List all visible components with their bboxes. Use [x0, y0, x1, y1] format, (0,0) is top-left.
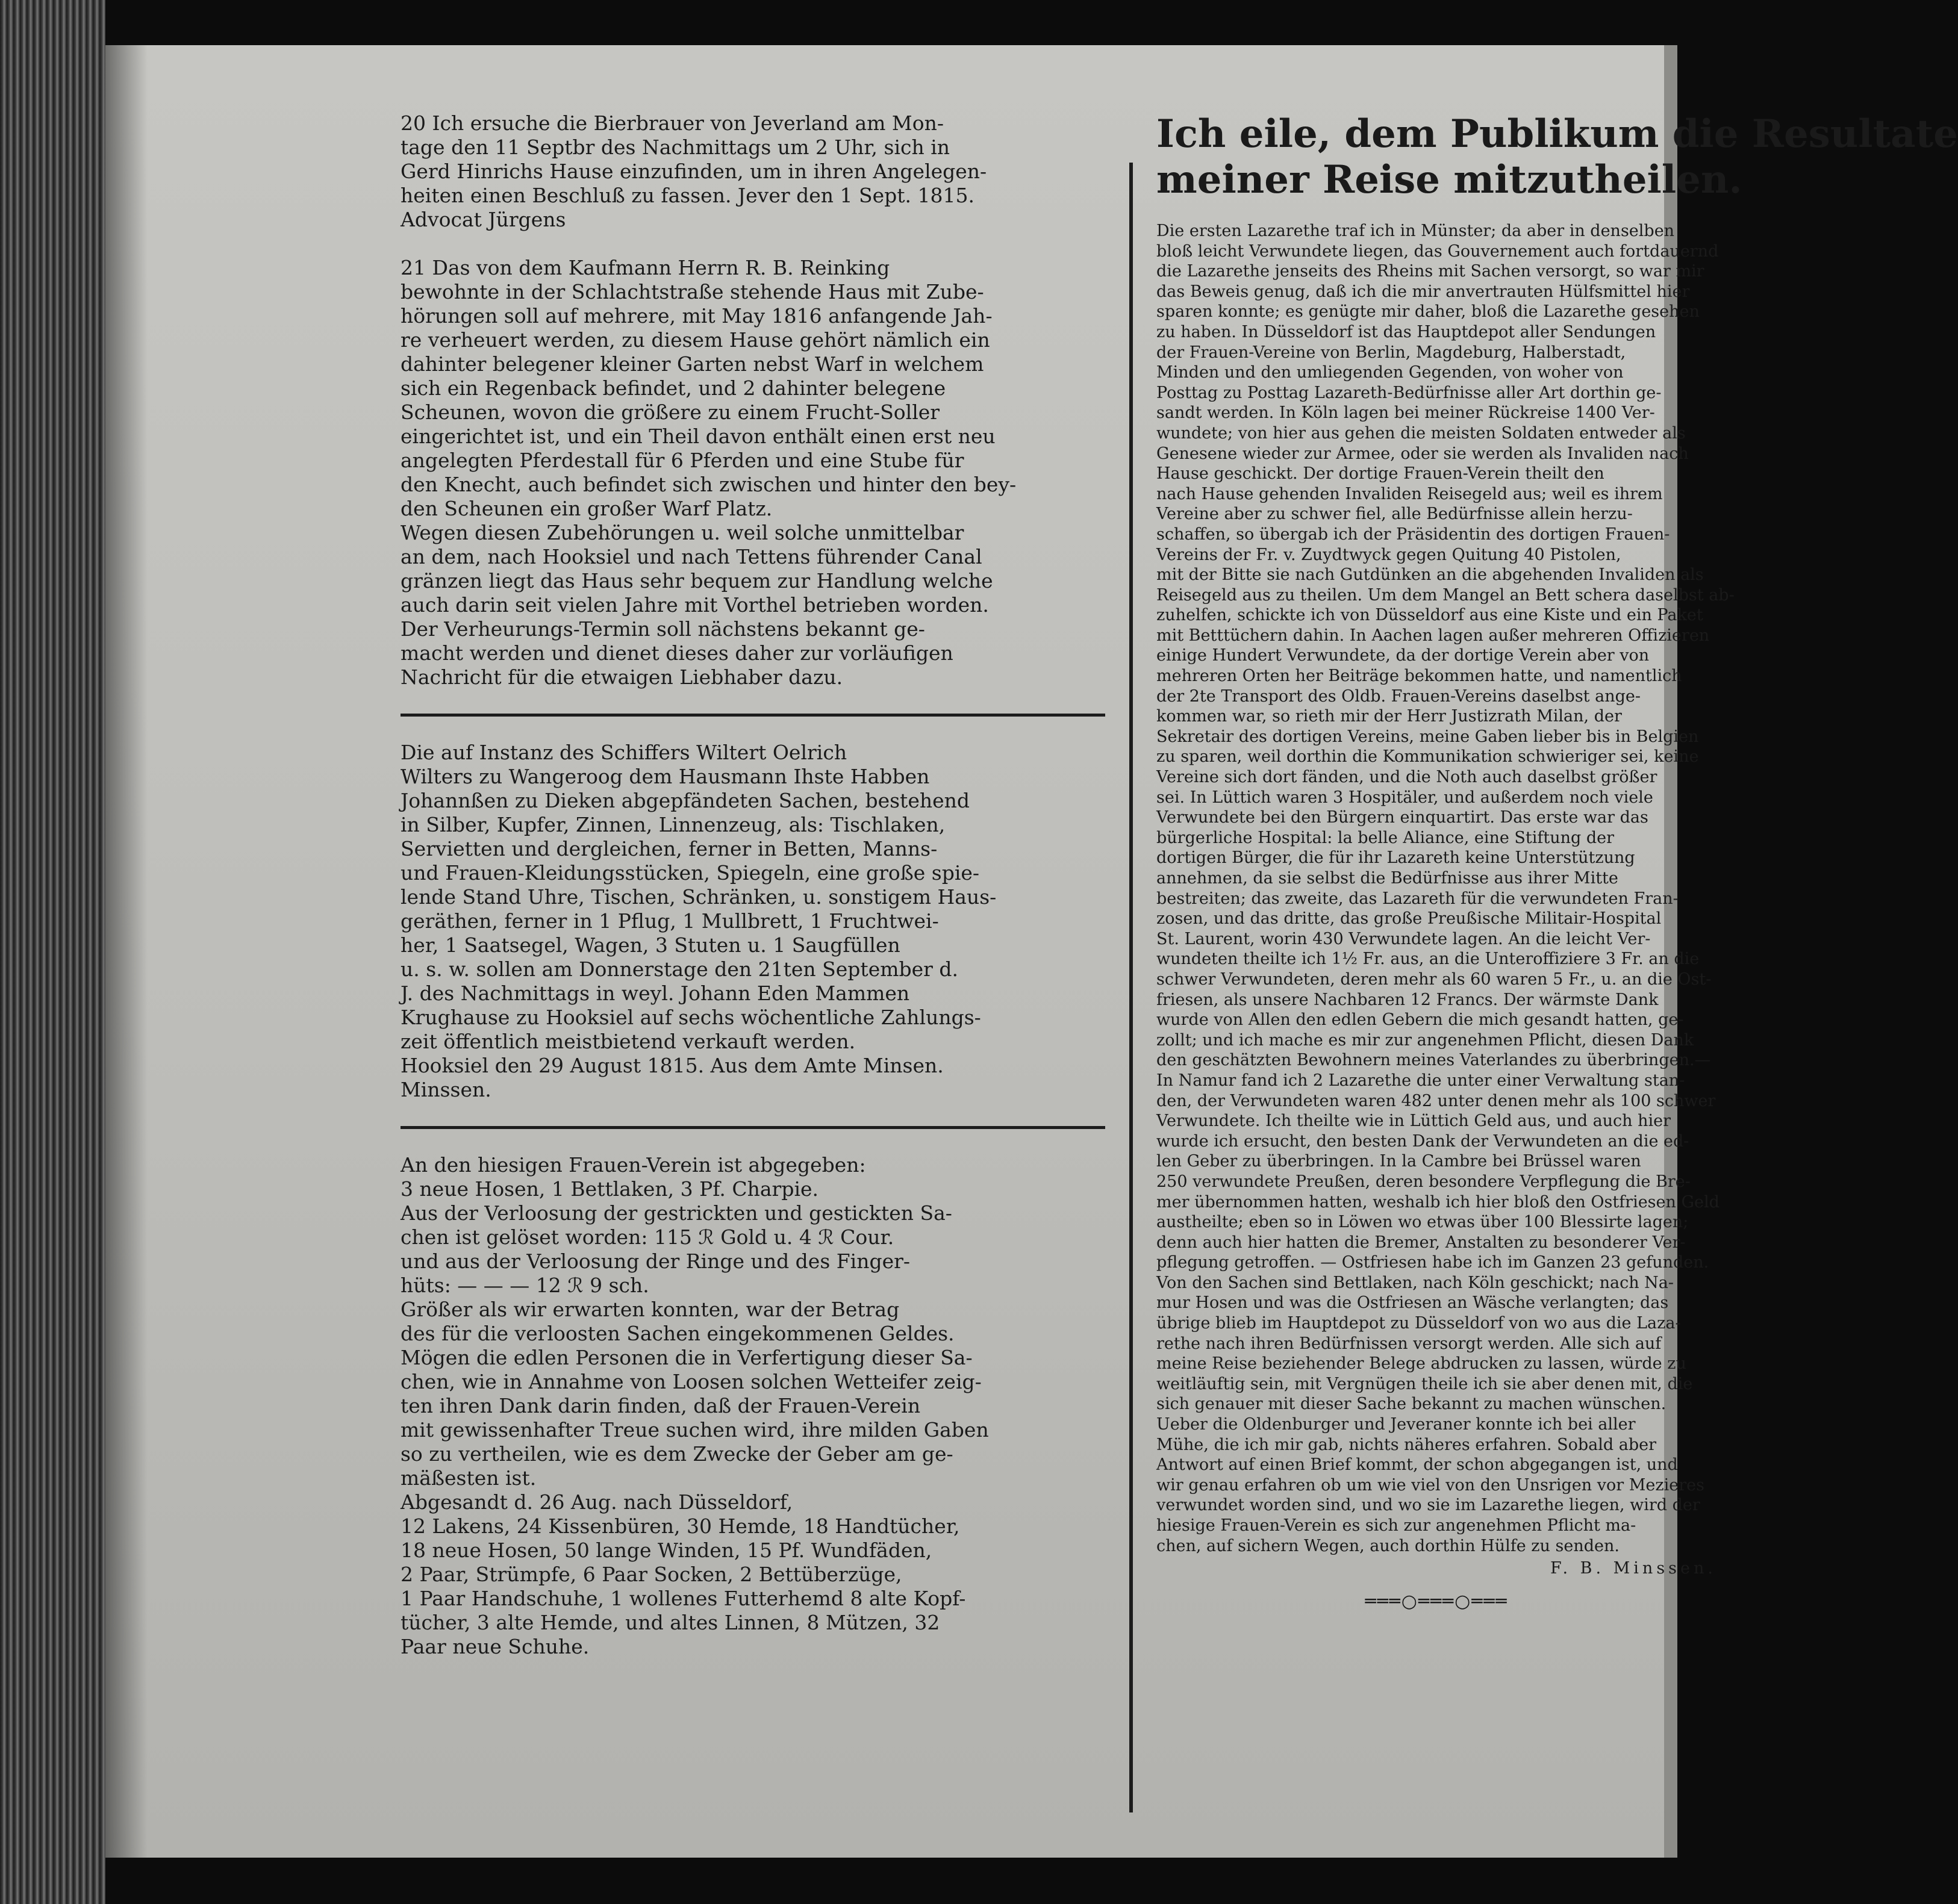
ornament-divider: ═══○═══○═══	[1365, 1590, 1508, 1612]
text-line: macht werden und dienet dieses daher zur vorläufigen	[401, 641, 953, 665]
text-line: sich ein Regenback befindet, und 2 dahinter belegene	[401, 376, 946, 400]
column-divider	[1129, 163, 1133, 1812]
text-line: Reisegeld aus zu theilen. Um dem Mangel an Bett schera daselbst ab-	[1156, 585, 1735, 605]
text-line: Antwort auf einen Brief kommt, der schon abgegangen ist, und	[1156, 1455, 1678, 1475]
text-line: verwundet worden sind, und wo sie im Lazarethe liegen, wird der	[1156, 1496, 1700, 1515]
text-line: übrige blieb im Hauptdepot zu Düsseldorf von wo aus die Laza-	[1156, 1314, 1681, 1333]
text-line: bürgerliche Hospital: la belle Aliance, eine Stiftung der	[1156, 828, 1615, 847]
text-line: kommen war, so rieth mir der Herr Justizrath Milan, der	[1156, 707, 1622, 726]
text-line: mer übernommen hatten, weshalb ich hier bloß den Ostfriesen Geld	[1156, 1192, 1719, 1212]
text-line: Krughause zu Hooksiel auf sechs wöchentliche Zahlungs-	[401, 1006, 981, 1029]
text-line: annehmen, da sie selbst die Bedürfnisse aus ihrer Mitte	[1156, 869, 1618, 888]
text-line: meine Reise beziehender Belege abdrucken zu lassen, würde zu	[1156, 1354, 1686, 1374]
text-line: der Frauen-Vereine von Berlin, Magdeburg, Halberstadt,	[1156, 343, 1626, 362]
text-line: Johannßen zu Dieken abgepfändeten Sachen, bestehend	[401, 789, 970, 812]
text-line: Vereins der Fr. v. Zuydtwyck gegen Quitung 40 Pistolen,	[1156, 545, 1621, 564]
text-line: und Frauen-Kleidungsstücken, Spiegeln, eine große spie-	[401, 861, 980, 885]
text-line: hiesige Frauen-Verein es sich zur angenehmen Pflicht ma-	[1156, 1516, 1636, 1535]
left-column	[401, 111, 1105, 1683]
text-line: tücher, 3 alte Hemde, und altes Linnen, 8 Mützen, 32	[401, 1611, 940, 1634]
text-line: Sekretair des dortigen Vereins, meine Gaben lieber bis in Belgien	[1156, 727, 1699, 746]
text-line: Gerd Hinrichs Hause einzufinden, um in ihren Angelegen-	[401, 160, 987, 183]
text-line: bewohnte in der Schlachtstraße stehende Haus mit Zube-	[401, 280, 984, 303]
text-line: an dem, nach Hooksiel und nach Tettens führender Canal	[401, 545, 982, 568]
text-line: denn auch hier hatten die Bremer, Anstalten zu besonderer Ver-	[1156, 1233, 1686, 1252]
text-line: einige Hundert Verwundete, da der dortige Verein aber von	[1156, 646, 1650, 665]
article-body	[1156, 221, 1735, 1556]
text-line: Der Verheurungs-Termin soll nächstens bekannt ge-	[401, 617, 925, 641]
text-line: Größer als wir erwarten konnten, war der Betrag	[401, 1298, 900, 1321]
book-page-edges	[0, 0, 105, 1904]
text-line: austheilte; eben so in Löwen wo etwas über 100 Blessirte lagen;	[1156, 1213, 1689, 1232]
text-line: Hause geschickt. Der dortige Frauen-Verein theilt den	[1156, 464, 1604, 484]
text-line: in Silber, Kupfer, Zinnen, Linnenzeug, als: Tischlaken,	[401, 813, 946, 836]
text-line: nach Hause gehenden Invaliden Reisegeld aus; weil es ihrem	[1156, 484, 1663, 503]
text-line: lende Stand Uhre, Tischen, Schränken, u. sonstigem Haus-	[401, 885, 997, 909]
text-line: 2 Paar, Strümpfe, 6 Paar Socken, 2 Bettüberzüge,	[401, 1563, 902, 1586]
text-line: Paar neue Schuhe.	[401, 1635, 590, 1658]
text-line: 250 verwundete Preußen, deren besondere Verpflegung die Bre-	[1156, 1172, 1691, 1191]
text-line: Abgesandt d. 26 Aug. nach Düsseldorf,	[401, 1490, 793, 1514]
text-line: zollt; und ich mache es mir zur angenehmen Pflicht, diesen Dank	[1156, 1030, 1694, 1050]
text-line: angelegten Pferdestall für 6 Pferden und eine Stube für	[401, 449, 964, 472]
text-line: heiten einen Beschluß zu fassen. Jever den 1 Sept. 1815.	[401, 184, 974, 207]
text-line: den Knecht, auch befindet sich zwischen und hinter den bey-	[401, 473, 1017, 496]
text-line: Minden und den umliegenden Gegenden, von woher von	[1156, 363, 1624, 382]
text-line: mit gewissenhafter Treue suchen wird, ihre milden Gaben	[401, 1418, 989, 1442]
text-line: sei. In Lüttich waren 3 Hospitäler, und außerdem noch viele	[1156, 788, 1653, 807]
text-line: hörungen soll auf mehrere, mit May 1816 anfangende Jah-	[401, 304, 993, 328]
text-line: sparen konnte; es genügte mir daher, bloß die Lazarethe gesehen	[1156, 302, 1700, 322]
text-line: pflegung getroffen. — Ostfriesen habe ich im Ganzen 23 gefunden.	[1156, 1253, 1709, 1272]
text-line: J. des Nachmittags in weyl. Johann Eden Mammen	[401, 982, 910, 1005]
text-line: hüts: — — — 12 ℛ 9 sch.	[401, 1274, 649, 1297]
text-line: St. Laurent, worin 430 Verwundete lagen. An die leicht Ver-	[1156, 929, 1651, 948]
text-line: zeit öffentlich meistbietend verkauft werden.	[401, 1030, 856, 1053]
text-line: 1 Paar Handschuhe, 1 wollenes Futterhemd 8 alte Kopf-	[401, 1587, 966, 1610]
text-line: Vereine aber zu schwer fiel, alle Bedürfnisse allein herzu-	[1156, 505, 1633, 524]
text-line: len Geber zu überbringen. In la Cambre bei Brüssel waren	[1156, 1152, 1641, 1171]
text-line: zuhelfen, schickte ich von Düsseldorf aus eine Kiste und ein Paket	[1156, 606, 1703, 625]
text-line: Aus der Verloosung der gestrickten und gestickten Sa-	[401, 1201, 952, 1225]
text-line: das Beweis genug, daß ich die mir anvertrauten Hülfsmittel hier	[1156, 282, 1690, 301]
text-line: Die auf Instanz des Schiffers Wiltert Oelrich	[401, 741, 847, 764]
text-line: Genesene wieder zur Armee, oder sie werden als Invaliden nach	[1156, 444, 1689, 463]
text-line: schwer Verwundeten, deren mehr als 60 waren 5 Fr., u. an die Ost-	[1156, 969, 1712, 989]
article-title-line: meiner Reise mitzutheilen.	[1156, 157, 1742, 202]
text-line: ten ihren Dank darin finden, daß der Frauen-Verein	[401, 1394, 921, 1417]
text-line: wundeten theilte ich 1½ Fr. aus, an die Unteroffiziere 3 Fr. an die	[1156, 950, 1700, 969]
text-line: bloß leicht Verwundete liegen, das Gouvernement auch fortdauernd	[1156, 241, 1719, 261]
text-line: rethe nach ihren Bedürfnissen versorgt werden. Alle sich auf	[1156, 1334, 1662, 1353]
text-line: Mögen die edlen Personen die in Verfertigung dieser Sa-	[401, 1346, 973, 1369]
text-line: Hooksiel den 29 August 1815. Aus dem Amte Minsen.	[401, 1054, 944, 1077]
text-line: schaffen, so übergab ich der Präsidentin des dortigen Frauen-	[1156, 524, 1670, 544]
text-line: u. s. w. sollen am Donnerstage den 21ten September d.	[401, 957, 959, 981]
text-line: Wegen diesen Zubehörungen u. weil solche unmittelbar	[401, 521, 964, 544]
text-line: mur Hosen und was die Ostfriesen an Wäsche verlangten; das	[1156, 1293, 1669, 1313]
text-line: auch darin seit vielen Jahre mit Vorthel betrieben worden.	[401, 593, 989, 617]
text-line: wir genau erfahren ob um wie viel von den Unsrigen vor Mezieres	[1156, 1475, 1704, 1495]
text-line: mit der Bitte sie nach Gutdünken an die abgehenden Invaliden als	[1156, 565, 1704, 585]
text-line: chen, wie in Annahme von Loosen solchen Wetteifer zeig-	[401, 1370, 982, 1393]
text-line: den, der Verwundeten waren 482 unter denen mehr als 100 schwer	[1156, 1091, 1716, 1110]
text-line: 20 Ich ersuche die Bierbrauer von Jeverland am Mon-	[401, 111, 944, 135]
text-line: dahinter belegener kleiner Garten nebst Warf in welchem	[401, 352, 984, 376]
text-line: gränzen liegt das Haus sehr bequem zur Handlung welche	[401, 569, 993, 593]
text-line: her, 1 Saatsegel, Wagen, 3 Stuten u. 1 Saugfüllen	[401, 933, 900, 957]
text-line: wurde ich ersucht, den besten Dank der Verwundeten an die ed-	[1156, 1131, 1689, 1151]
text-line: mehreren Orten her Beiträge bekommen hatte, und namentlich	[1156, 667, 1682, 686]
text-line: Vereine sich dort fänden, und die Noth auch daselbst größer	[1156, 768, 1657, 787]
text-line: Ueber die Oldenburger und Jeveraner konnte ich bei aller	[1156, 1415, 1636, 1434]
text-line: wundete; von hier aus gehen die meisten Soldaten entweder als	[1156, 423, 1686, 443]
text-line: Von den Sachen sind Bettlaken, nach Köln geschickt; nach Na-	[1156, 1273, 1674, 1292]
text-line: chen, auf sichern Wegen, auch dorthin Hülfe zu senden.	[1156, 1536, 1620, 1555]
text-line: In Namur fand ich 2 Lazarethe die unter einer Verwaltung stan-	[1156, 1071, 1685, 1090]
text-line: wurde von Allen den edlen Gebern die mich gesandt hatten, ge-	[1156, 1010, 1684, 1030]
text-line: Servietten und dergleichen, ferner in Betten, Manns-	[401, 837, 938, 860]
text-line: so zu vertheilen, wie es dem Zwecke der Geber am ge-	[401, 1442, 953, 1466]
text-line: 18 neue Hosen, 50 lange Winden, 15 Pf. Wundfäden,	[401, 1538, 932, 1562]
column-rule	[401, 714, 1105, 717]
text-line: die Lazarethe jenseits des Rheins mit Sachen versorgt, so war mir	[1156, 262, 1704, 281]
text-line: zosen, und das dritte, das große Preußische Militair-Hospital	[1156, 909, 1662, 929]
text-line: Advocat Jürgens	[401, 208, 566, 231]
article-title-line: Ich eile, dem Publikum die Resultate	[1156, 111, 1958, 157]
text-line: Scheunen, wovon die größere zu einem Frucht-Soller	[401, 400, 940, 424]
text-line: Wilters zu Wangeroog dem Hausmann Ihste Habben	[401, 765, 930, 788]
text-line: Nachricht für die etwaigen Liebhaber dazu.	[401, 665, 843, 689]
text-line: zu sparen, weil dorthin die Kommunikation schwieriger sei, keine	[1156, 747, 1699, 767]
text-line: tage den 11 Septbr des Nachmittags um 2 Uhr, sich in	[401, 135, 950, 159]
text-line: zu haben. In Düsseldorf ist das Hauptdepot aller Sendungen	[1156, 322, 1656, 341]
text-line: den geschätzten Bewohnern meines Vaterlandes zu überbringen.—	[1156, 1051, 1711, 1070]
text-line: 21 Das von dem Kaufmann Herrn R. B. Reinking	[401, 256, 890, 279]
text-line: Verwundete bei den Bürgern einquartirt. Das erste war das	[1156, 808, 1648, 827]
newspaper-page	[105, 45, 1958, 1858]
text-line: sich genauer mit dieser Sache bekannt zu machen wünschen.	[1156, 1395, 1666, 1414]
notice-frauen-verein	[401, 1153, 1105, 1659]
text-line: den Scheunen ein großer Warf Platz.	[401, 497, 773, 520]
text-line: 3 neue Hosen, 1 Bettlaken, 3 Pf. Charpie.	[401, 1177, 819, 1201]
text-line: eingerichtet ist, und ein Theil davon enthält einen erst neu	[401, 425, 996, 448]
text-line: re verheuert werden, zu diesem Hause gehört nämlich ein	[401, 328, 990, 352]
text-line: friesen, als unsere Nachbaren 12 Francs. Der wärmste Dank	[1156, 990, 1659, 1009]
text-line: Die ersten Lazarethe traf ich in Münster; da aber in denselben	[1156, 222, 1675, 240]
text-line: mäßesten ist.	[401, 1466, 537, 1490]
text-line: und aus der Verloosung der Ringe und des Finger-	[401, 1249, 911, 1273]
right-column	[1156, 111, 1958, 1612]
gutter-shadow	[105, 45, 148, 1858]
text-line: weitläuftig sein, mit Vergnügen theile ich sie aber denen mit, die	[1156, 1374, 1693, 1393]
text-line: mit Betttüchern dahin. In Aachen lagen außer mehreren Offizieren	[1156, 626, 1710, 645]
text-line: Minssen.	[401, 1078, 491, 1101]
text-line: Mühe, die ich mir gab, nichts näheres erfahren. Sobald aber	[1156, 1435, 1657, 1454]
text-line: Posttag zu Posttag Lazareth-Bedürfnisse aller Art dorthin ge-	[1156, 383, 1662, 402]
text-line: 12 Lakens, 24 Kissenbüren, 30 Hemde, 18 Handtücher,	[401, 1514, 960, 1538]
text-line: Verwundete. Ich theilte wie in Lüttich Geld aus, und auch hier	[1156, 1112, 1671, 1131]
notice-haus-verheuerung	[401, 256, 1105, 689]
notice-auction	[401, 741, 1105, 1102]
text-line: geräthen, ferner in 1 Pflug, 1 Mullbrett, 1 Fruchtwei-	[401, 909, 939, 933]
text-line: An den hiesigen Frauen-Verein ist abgegeben:	[401, 1153, 866, 1177]
text-line: der 2te Transport des Oldb. Frauen-Vereins daselbst ange-	[1156, 686, 1641, 706]
notice-bierbrauer	[401, 111, 1105, 232]
text-line: des für die verloosten Sachen eingekommenen Geldes.	[401, 1322, 955, 1345]
text-line: dortigen Bürger, die für ihr Lazareth keine Unterstützung	[1156, 848, 1635, 868]
column-rule	[401, 1126, 1105, 1129]
text-line: sandt werden. In Köln lagen bei meiner Rückreise 1400 Ver-	[1156, 403, 1655, 423]
article-signature: F. B. Minssen.	[1550, 1559, 1716, 1578]
text-line: chen ist gelöset worden: 115 ℛ Gold u. 4 ℛ Cour.	[401, 1225, 894, 1249]
text-line: bestreiten; das zweite, das Lazareth für die verwundeten Fran-	[1156, 889, 1679, 908]
